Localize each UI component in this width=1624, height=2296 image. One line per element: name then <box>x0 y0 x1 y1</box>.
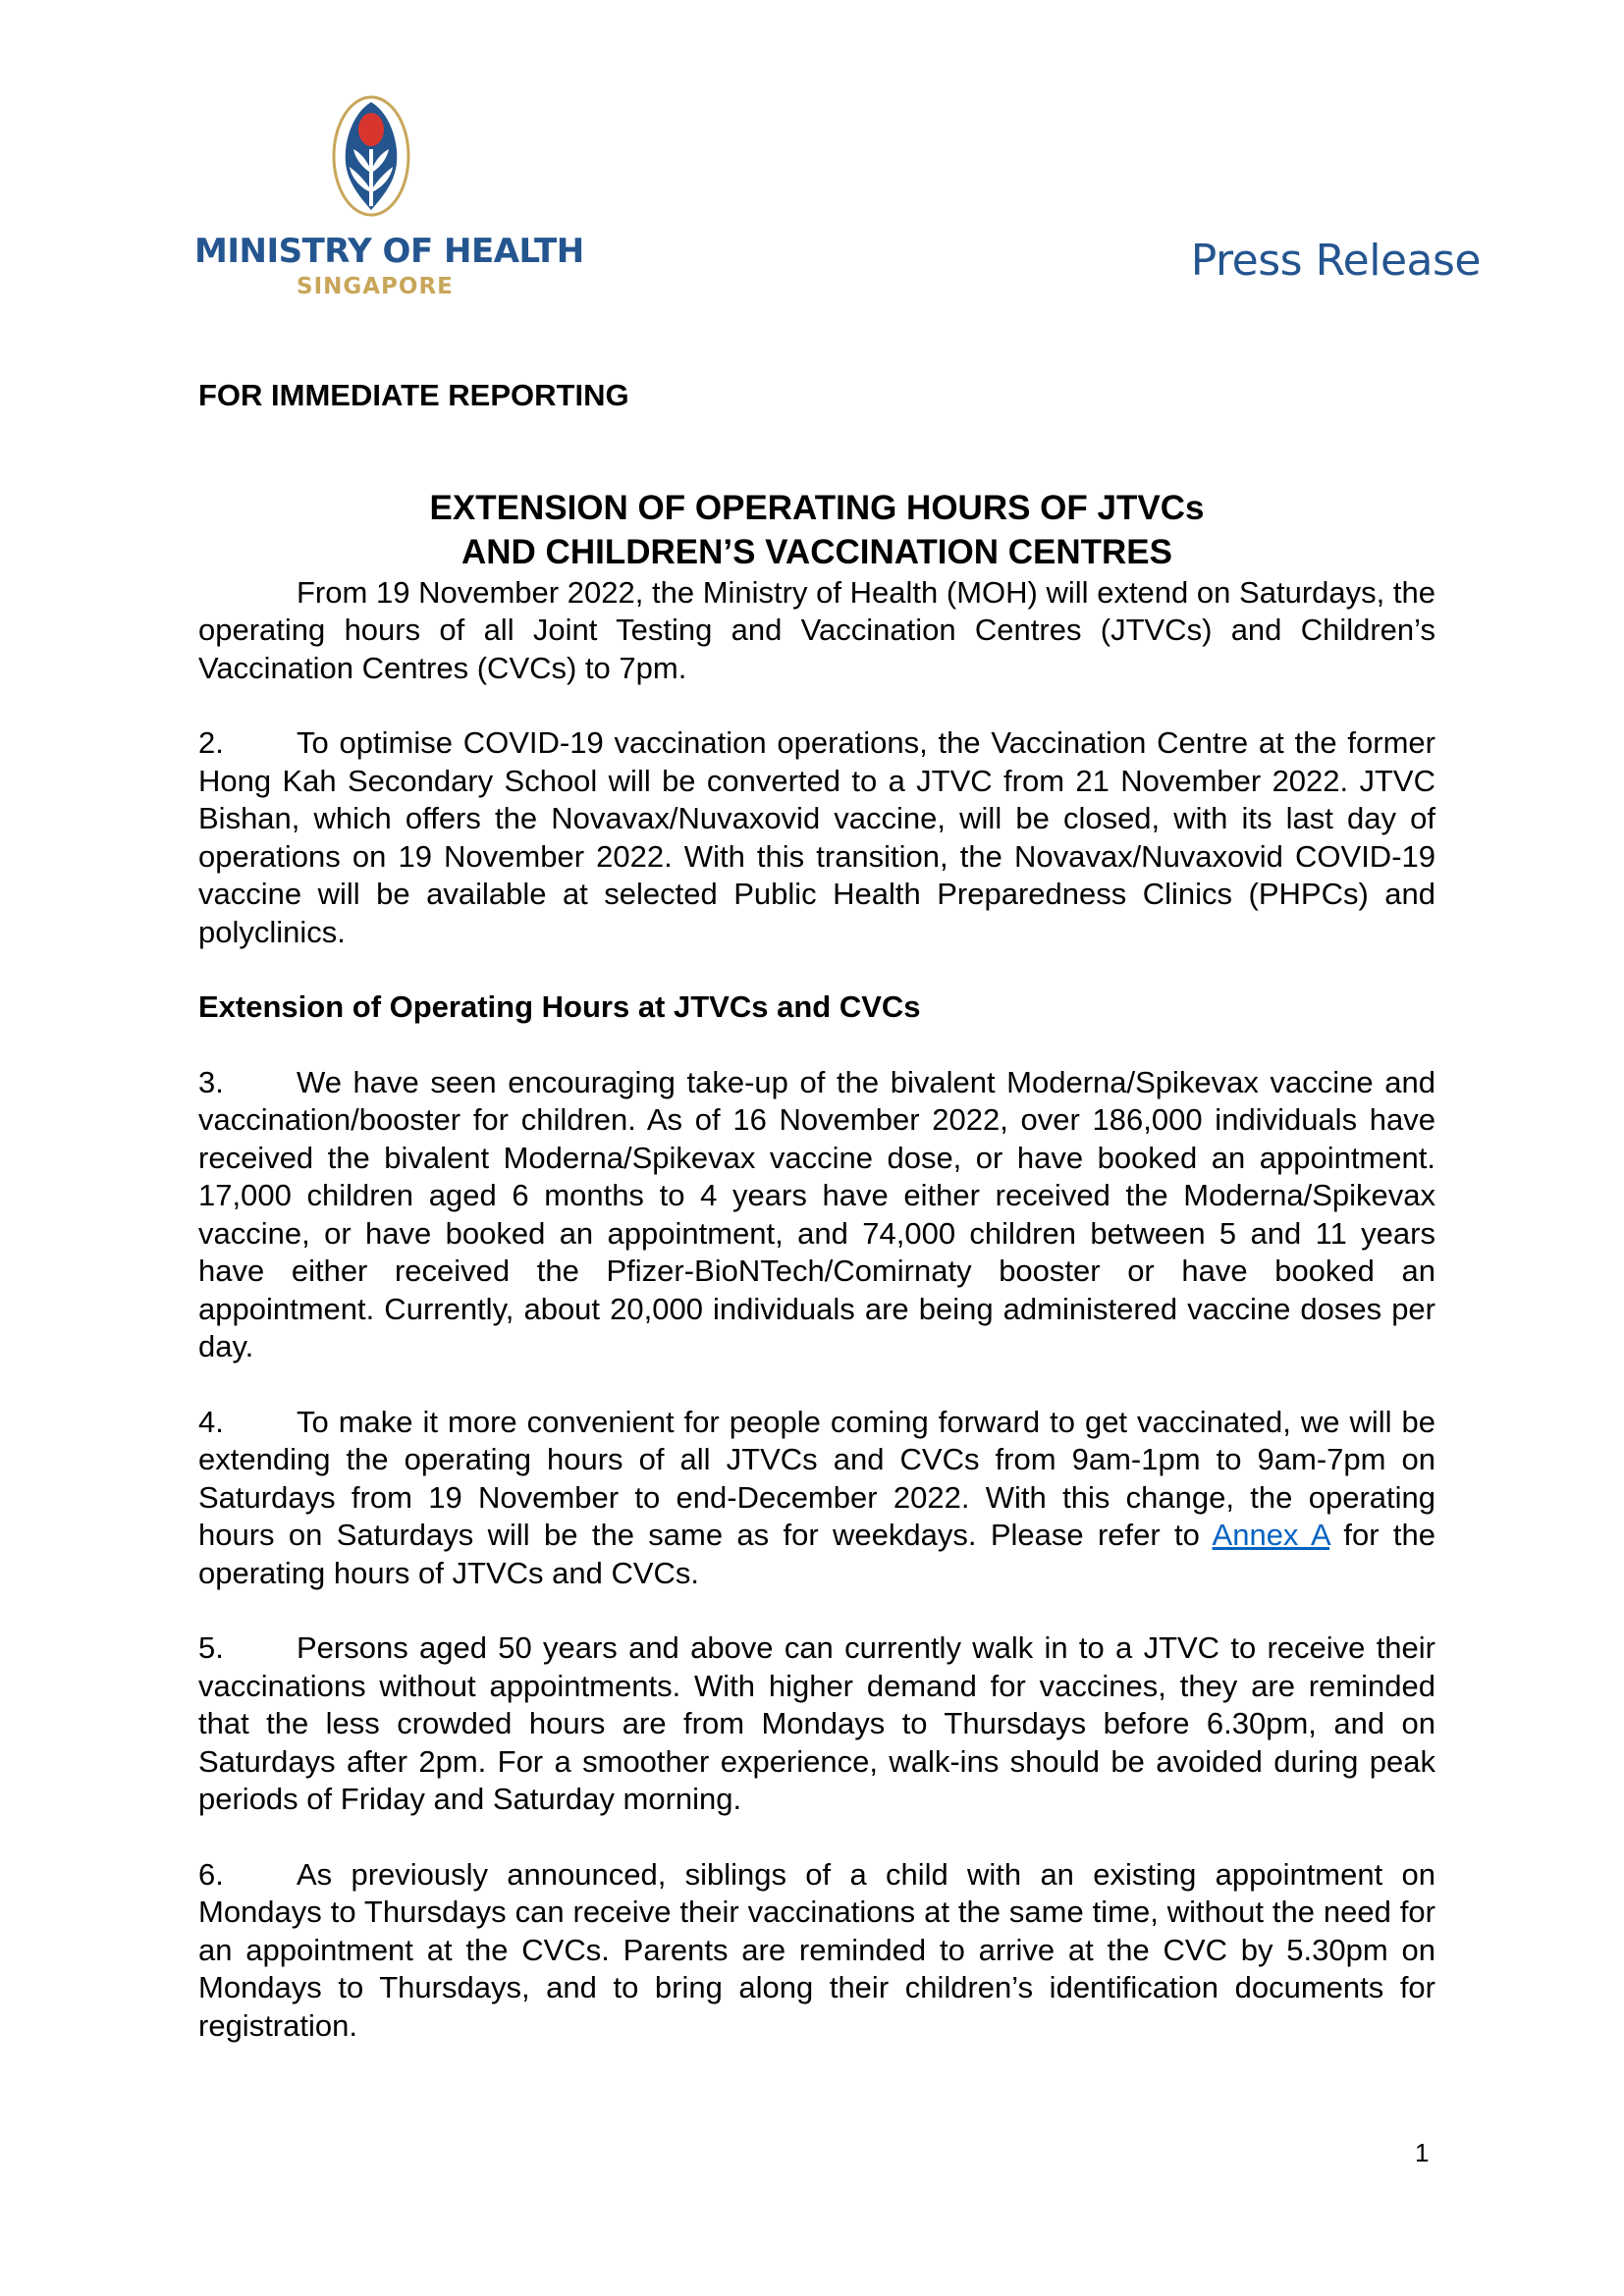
paragraph-text: As previously announced, siblings of a child with an existing appointment on Mondays to Thursdays can receive their vaccinations at the same time, without the need for an appointment at the CVCs. Parents are reminded to arrive at the CVC by 5.30pm on Mondays to Thursdays, and to bring along their children’s identification documents for registration. <box>198 1856 1435 2043</box>
paragraph-6 <box>198 1856 1435 2046</box>
paragraph-text: To make it more convenient for people coming forward to get vaccinated, we will be extending the operating hours of all JTVCs and CVCs from 9am-1pm to 9am-7pm on Saturdays from 19 November to end-December 2022. With this change, the operating hours on Saturdays will be the same as for weekdays. Please refer to <box>198 1404 1435 1552</box>
paragraph-text: We have seen encouraging take-up of the bivalent Moderna/Spikevax vaccine and vaccination/booster for children. As of 16 November 2022, over 186,000 individuals have received the bivalent Moderna/Spikevax vaccine dose, or have booked an appointment. 17,000 children aged 6 months to 4 years have either received the Moderna/Spikevax vaccine, or have booked an appointment, and 74,000 children between 5 and 11 years have either received the Pfizer-BioNTech/Comirnaty booster or have booked an appointment. Currently, about 20,000 individuals are being administered vaccine doses per day. <box>198 1064 1435 1363</box>
paragraph-number: 6. <box>198 1856 224 1892</box>
paragraph-text-end: for the operating hours of JTVCs and CVCs. <box>198 1518 1435 1590</box>
intro-paragraph: From 19 November 2022, the Ministry of Health (MOH) will extend on Saturdays, the operating hours of all Joint Testing and Vaccination Centres (JTVCs) and Children’s Vaccination Centres (CVCs) to 7pm. <box>198 574 1435 685</box>
paragraph-text: Persons aged 50 years and above can currently walk in to a JTVC to receive their vaccinations without appointments. With higher demand for vaccines, they are reminded that the less crowded hours are from Mondays to Thursdays before 6.30pm, and on Saturdays after 2pm. For a smoother experience, walk-ins should be avoided during peak periods of Friday and Saturday morning. <box>198 1630 1435 1816</box>
document-body <box>198 377 1435 2045</box>
moh-logo <box>194 94 584 310</box>
document-title <box>198 486 1435 574</box>
reporting-line: FOR IMMEDIATE REPORTING <box>198 378 629 412</box>
page-number: 1 <box>1415 2138 1430 2167</box>
paragraph-text: To optimise COVID-19 vaccination operations, the Vaccination Centre at the former Hong Kah Secondary School will be converted to a JTVC from 21 November 2022. JTVC Bishan, which offers the Novavax/Nuvaxovid vaccine, will be closed, with its last day of operations on 19 November 2022. With this transition, the Novavax/Nuvaxovid COVID-19 vaccine will be available at selected Public Health Preparedness Clinics (PHPCs) and polyclinics. <box>198 725 1435 949</box>
paragraph-4 <box>198 1404 1435 1593</box>
section-subheading: Extension of Operating Hours at JTVCs and CVCs <box>198 989 921 1024</box>
paragraph-3 <box>198 1064 1435 1366</box>
paragraph-2 <box>198 724 1435 951</box>
paragraph-number: 4. <box>198 1404 224 1439</box>
press-release-label: Press Release <box>1190 236 1481 286</box>
title-line-1: EXTENSION OF OPERATING HOURS OF JTVCs <box>429 488 1205 527</box>
logo-subtitle: SINGAPORE <box>297 274 454 299</box>
paragraph-number: 2. <box>198 725 224 760</box>
paragraph-5 <box>198 1629 1435 1819</box>
title-line-2: AND CHILDREN’S VACCINATION CENTRES <box>461 532 1172 571</box>
paragraph-number: 3. <box>198 1064 224 1099</box>
moh-emblem-icon <box>330 94 412 224</box>
paragraph-number: 5. <box>198 1630 224 1665</box>
logo-title: MINISTRY OF HEALTH <box>194 232 584 271</box>
annex-a-link[interactable]: Annex A <box>1212 1518 1330 1552</box>
